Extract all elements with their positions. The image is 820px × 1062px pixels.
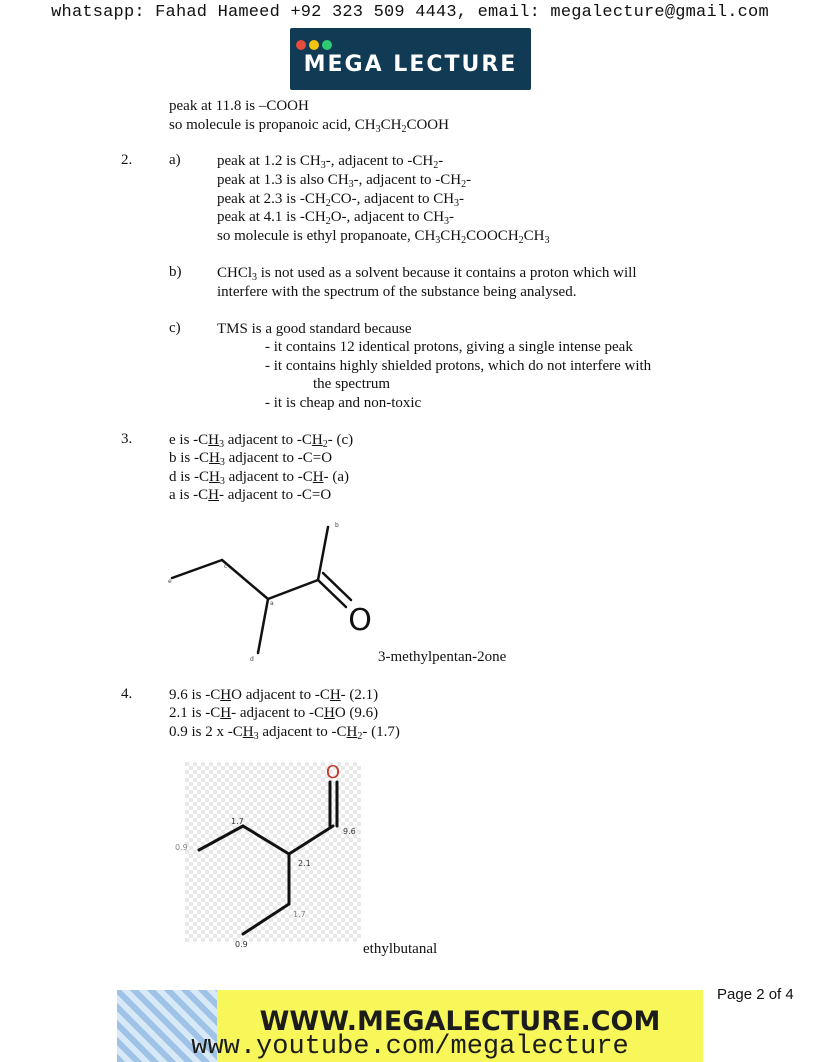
label-0-9-bottom: 0.9 (235, 940, 248, 949)
q2-a-line-2: peak at 1.3 is also $CH_3-$, adjacent to $-CH_2-$ (217, 172, 472, 190)
q4-caption: ethylbutanal (363, 941, 438, 957)
q4-line-2: 2.1 is -CH- adjacent to -CHO (9.6) (169, 705, 379, 721)
q2-c-label: c) (169, 320, 181, 336)
bond-a-d (258, 599, 268, 653)
q2-c-intro: TMS is a good standard because (217, 321, 412, 337)
q3-line-4: a is -CH- adjacent to -C=O (169, 487, 332, 503)
label-e: e (168, 578, 172, 585)
oxygen-atom: O (348, 603, 372, 638)
q1-line-2: so molecule is propanoic acid, $CH_3CH_2COOH$ (169, 117, 449, 135)
footer-website: WWW.MEGALECTURE.COM (259, 1006, 661, 1037)
label-a: a (270, 600, 274, 607)
bond-co-2 (323, 573, 351, 600)
header-contact: whatsapp: Fahad Hameed +92 323 509 4443, email: megalecture@gmail.com (51, 3, 769, 22)
q2-b-line-1: CHCl$_3$ is not used as a solvent because it contains a proton which will (217, 265, 637, 283)
footer-banner (117, 990, 703, 1062)
q2-c-point-2: - it contains highly shielded protons, which do not interfere with (265, 358, 652, 374)
q3-line-2: b is $-CH_3$ adjacent to -C=O (169, 450, 333, 468)
label-2-1: 2.1 (298, 859, 311, 868)
q2-b-label: b) (169, 264, 182, 280)
logo-dot-green (322, 40, 332, 50)
bond-c-a (222, 560, 268, 599)
q4-line-1: 9.6 is -CHO adjacent to -CH- (2.1) (169, 687, 379, 703)
mega-lecture-logo (290, 28, 531, 90)
q3-number: 3. (121, 431, 133, 447)
logo-text: MEGA LECTURE (303, 52, 518, 77)
label-1-7-top: 1.7 (231, 817, 244, 826)
q2-c-point-2-cont: the spectrum (313, 376, 391, 392)
logo-dot-red (296, 40, 306, 50)
q2-c-point-3: - it is cheap and non-toxic (265, 395, 422, 411)
bond-a-carbonyl (268, 580, 318, 599)
q2-a-line-1: peak at 1.2 is $CH_3-$, adjacent to $-CH_2-$ (217, 153, 444, 171)
q2-a-line-5: so molecule is ethyl propanoate, $CH_3CH_2COOCH_2CH_3$ (217, 228, 550, 246)
bond-co-1 (318, 580, 346, 607)
label-0-9-top: 0.9 (175, 843, 188, 852)
oxygen-atom: O (325, 762, 341, 783)
label-d: d (250, 656, 254, 663)
q2-a-line-3: peak at 2.3 is $-CH_2CO-$, adjacent to $CH_3-$ (217, 191, 465, 209)
q2-c-point-1: - it contains 12 identical protons, giving a single intense peak (265, 339, 633, 355)
label-1-7-bottom: 1.7 (293, 910, 306, 919)
label-9-6: 9.6 (343, 827, 356, 836)
q3-structure-diagram (160, 515, 400, 665)
q2-a-line-4: peak at 4.1 is $-CH_2O-$, adjacent to $CH_3-$ (217, 209, 455, 227)
q2-a-label: a) (169, 152, 181, 168)
q2-b-line-2: interfere with the spectrum of the substance being analysed. (217, 284, 577, 300)
label-b: b (335, 522, 339, 529)
q4-number: 4. (121, 686, 133, 702)
q1-line-1: peak at 11.8 is –COOH (169, 98, 309, 114)
logo-dot-yellow (309, 40, 319, 50)
q3-line-1: e is $-CH_3$ adjacent to $-CH_2-$ (c) (169, 432, 354, 450)
page-number: Page 2 of 4 (717, 986, 794, 1003)
q3-caption: 3-methylpentan-2one (378, 649, 507, 665)
label-c: c (224, 563, 228, 570)
q4-structure-diagram (175, 762, 361, 949)
q4-line-3: 0.9 is 2 x $-CH_3$ adjacent to $-CH_2-$ (1.7) (169, 724, 400, 742)
q2-number: 2. (121, 152, 133, 168)
footer-youtube: www.youtube.com/megalecture (191, 1032, 629, 1062)
bond-e-c (172, 560, 222, 578)
q3-line-3: d is $-CH_3$ adjacent to -CH- (a) (169, 469, 349, 487)
